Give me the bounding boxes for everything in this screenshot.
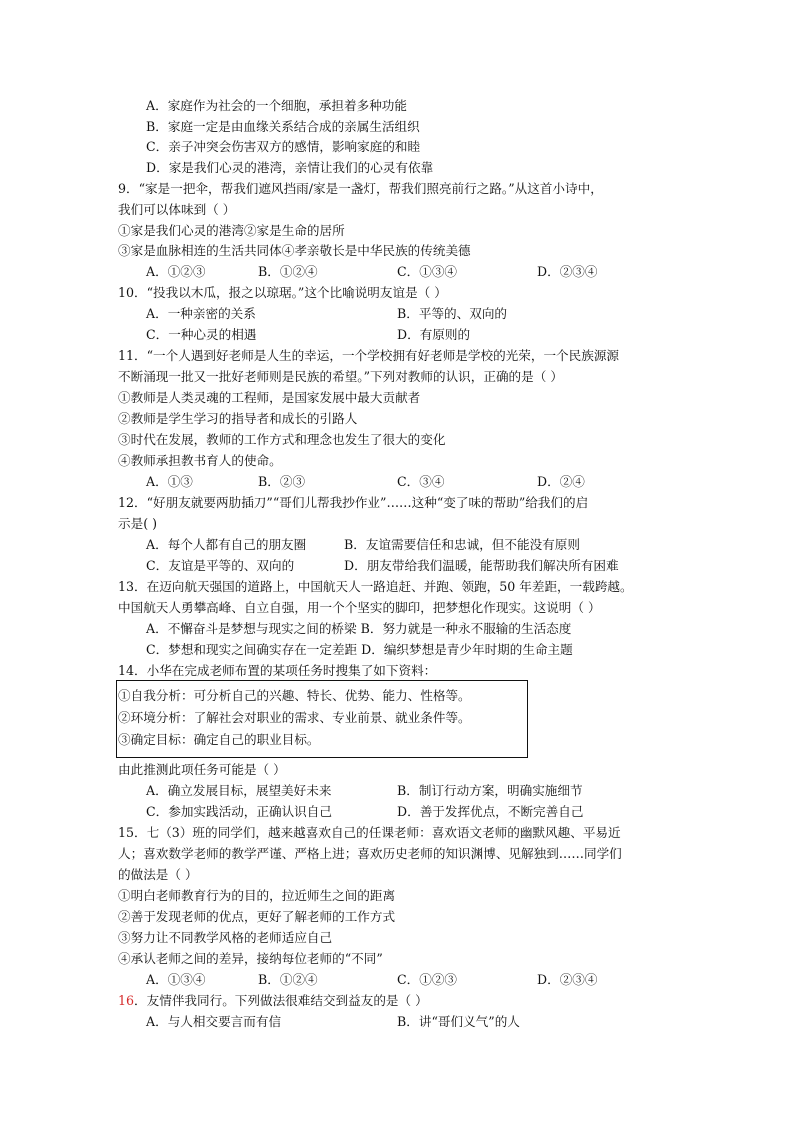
q11-item-4: ④教师承担教书育人的使命。: [118, 453, 282, 468]
q10-option-a: A．一种亲密的关系: [146, 306, 256, 321]
q12-option-a: A．每个人都有自己的朋友圈: [146, 537, 307, 552]
q9-item-1: ①家是我们心灵的港湾②家是生命的居所: [118, 223, 345, 238]
q12-stem-line-1: 12．“好朋友就要两肋插刀”“哥们儿帮我抄作业”……这种“变了味的帮助”给我们的启: [118, 495, 589, 510]
q14-option-b: B．制订行动方案，明确实施细节: [397, 783, 583, 798]
q13-stem-line-2: 中国航天人勇攀高峰、自立自强，用一个个坚实的脚印，把梦想化作现实。这说明（ ）: [118, 600, 601, 615]
q15-option-d: D．②③④: [537, 972, 598, 987]
q14-option-c: C．参加实践活动，正确认识自己: [146, 804, 332, 819]
q9-item-2: ③家是血脉相连的生活共同体④孝亲敬长是中华民族的传统美德: [118, 243, 471, 258]
q12-stem-line-2: 示是( ): [118, 516, 158, 531]
q10-option-b: B．平等的、双向的: [397, 306, 508, 321]
q12-option-c: C．友谊是平等的、双向的: [146, 558, 295, 573]
q14-after-box: 由此推测此项任务可能是（ ）: [118, 762, 286, 777]
q16-option-b: B．讲“哥们义气”的人: [397, 1014, 520, 1029]
q8-option-a: A．家庭作为社会的一个细胞，承担着多种功能: [146, 98, 407, 113]
q16-number: 16: [118, 993, 135, 1008]
q11-stem-line-2: 不断涌现一批又一批好老师则是民族的希望。”下列对教师的认识，正确的是（ ）: [118, 369, 563, 384]
q8-option-d: D．家是我们心灵的港湾，亲情让我们的心灵有依靠: [146, 160, 434, 175]
q15-stem-line-1: 15．七（3）班的同学们，越来越喜欢自己的任课老师：喜欢语文老师的幽默风趣、平易近: [118, 825, 621, 840]
q9-stem-line-1: 9．“家是一把伞，帮我们遮风挡雨/家是一盏灯，帮我们照亮前行之路。”从这首小诗中，: [118, 181, 603, 196]
q11-item-1: ①教师是人类灵魂的工程师，是国家发展中最大贡献者: [118, 390, 421, 405]
q15-stem-line-3: 的做法是（ ）: [118, 867, 198, 882]
q9-option-d: D．②③④: [537, 264, 598, 279]
q15-stem-line-2: 人；喜欢数学老师的教学严谨、严格上进；喜欢历史老师的知识渊博、见解独到……同学们: [118, 846, 622, 861]
q10-stem: 10．“投我以木瓜，报之以琼琚。”这个比喻说明友谊是（ ）: [118, 285, 447, 300]
q11-option-a: A．①③: [146, 474, 193, 489]
q11-option-d: D．②④: [537, 474, 585, 489]
q14-option-a: A．确立发展目标，展望美好未来: [146, 783, 332, 798]
q15-item-4: ④承认老师之间的差异，接纳每位老师的“不同”: [118, 951, 383, 966]
q14-box-line-3: ③确定目标：确定自己的职业目标。: [118, 732, 320, 747]
q15-option-b: B．①②④: [258, 972, 318, 987]
q13-options-ab: A．不懈奋斗是梦想与现实之间的桥梁 B．努力就是一种永不服输的生活态度: [146, 621, 572, 636]
q10-option-c: C．一种心灵的相遇: [146, 327, 257, 342]
q14-stem: 14．小华在完成老师布置的某项任务时搜集了如下资料：: [118, 663, 437, 678]
q9-stem-line-2: 我们可以体味到（ ）: [118, 202, 236, 217]
q10-option-d: D．有原则的: [397, 327, 471, 342]
q12-option-b: B．友谊需要信任和忠诚，但不能没有原则: [344, 537, 580, 552]
q9-option-b: B．①②④: [258, 264, 318, 279]
q15-option-a: A．①③④: [146, 972, 206, 987]
q9-option-a: A．①②③: [146, 264, 206, 279]
q14-box-line-2: ②环境分析：了解社会对职业的需求、专业前景、就业条件等。: [118, 710, 471, 725]
q11-option-b: B．②③: [258, 474, 306, 489]
q15-item-1: ①明白老师教育行为的目的，拉近师生之间的距离: [118, 888, 396, 903]
q8-option-c: C．亲子冲突会伤害双方的感情，影响家庭的和睦: [146, 139, 421, 154]
q8-option-b: B．家庭一定是由血缘关系结合成的亲属生活组织: [146, 119, 420, 134]
q9-option-c: C．①③④: [397, 264, 458, 279]
q16-stem-row: [118, 991, 428, 1011]
q14-box-line-1: ①自我分析：可分析自己的兴趣、特长、优势、能力、性格等。: [118, 688, 471, 703]
q11-option-c: C．③④: [397, 474, 445, 489]
q16-option-a: A．与人相交要言而有信: [146, 1014, 282, 1029]
q15-item-2: ②善于发现老师的优点，更好了解老师的工作方式: [118, 909, 396, 924]
q16-stem: ．友情伴我同行。下列做法很难结交到益友的是（ ）: [134, 993, 428, 1008]
q13-stem-line-1: 13．在迈向航天强国的道路上，中国航天人一路追赶、并跑、领跑，50 年差距，一载跨越。: [118, 579, 633, 594]
q15-item-3: ③努力让不同教学风格的老师适应自己: [118, 930, 333, 945]
q12-option-d: D．朋友带给我们温暖，能帮助我们解决所有困难: [344, 558, 619, 573]
q11-item-3: ③时代在发展，教师的工作方式和理念也发生了很大的变化: [118, 432, 446, 447]
q15-option-c: C．①②③: [397, 972, 458, 987]
q14-option-d: D．善于发挥优点，不断完善自己: [397, 804, 584, 819]
q13-options-cd: C．梦想和现实之间确实存在一定差距 D．编织梦想是青少年时期的生命主题: [146, 642, 573, 657]
q11-item-2: ②教师是学生学习的指导者和成长的引路人: [118, 411, 358, 426]
q11-stem-line-1: 11．“一个人遇到好老师是人生的幸运，一个学校拥有好老师是学校的光荣，一个民族源源: [118, 348, 620, 363]
